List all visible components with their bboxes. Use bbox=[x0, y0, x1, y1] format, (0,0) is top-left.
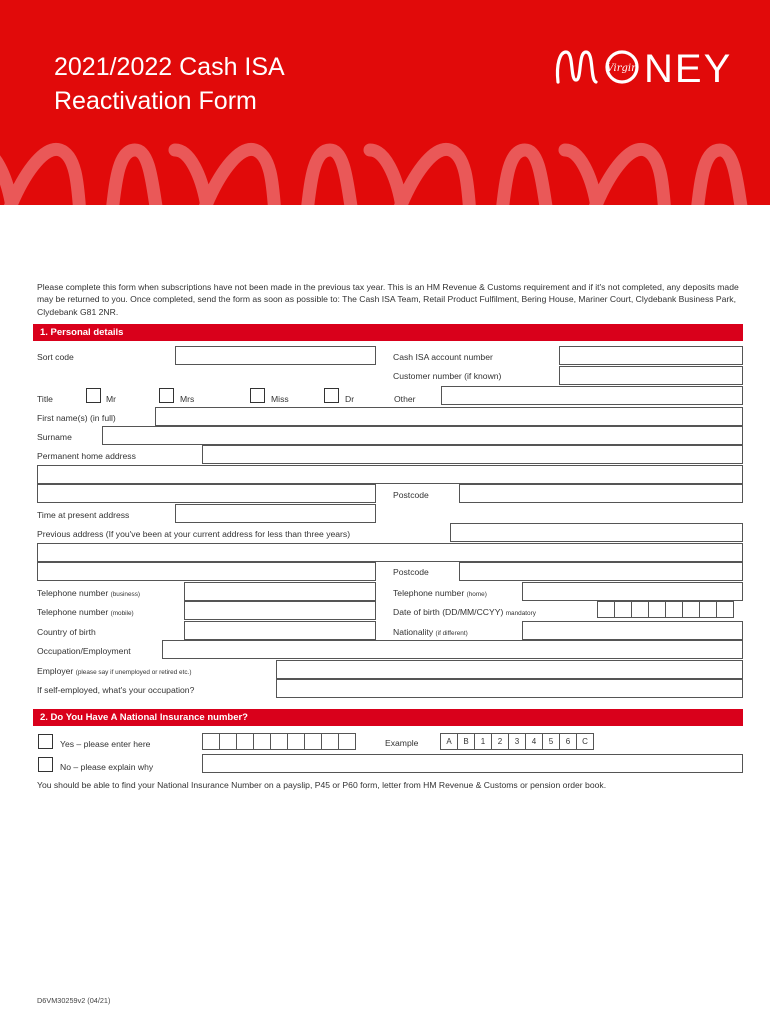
ni-example-char: 3 bbox=[508, 733, 526, 750]
title-line-1: 2021/2022 Cash ISA bbox=[54, 53, 285, 81]
ni-example-grid bbox=[440, 733, 593, 750]
telephone-business-input[interactable] bbox=[184, 582, 376, 601]
ni-example-char: 2 bbox=[491, 733, 509, 750]
time-at-address-label: Time at present address bbox=[37, 510, 130, 520]
logo-script-text: Virgin bbox=[606, 63, 638, 74]
ni-no-label: No – please explain why bbox=[60, 762, 154, 772]
previous-postcode-label: Postcode bbox=[393, 567, 429, 577]
telephone-mobile-input[interactable] bbox=[184, 601, 376, 620]
ni-example-label: Example bbox=[385, 738, 419, 748]
address-line-3-input[interactable] bbox=[37, 484, 376, 503]
ni-yes-checkbox[interactable] bbox=[38, 734, 53, 749]
customer-number-label: Customer number (if known) bbox=[393, 371, 502, 381]
address-line-2-input[interactable] bbox=[37, 465, 743, 484]
sort-code-input[interactable] bbox=[175, 346, 376, 365]
title-label: Title bbox=[37, 394, 53, 404]
banner-pattern-icon bbox=[0, 0, 770, 270]
telephone-home-input[interactable] bbox=[522, 582, 743, 601]
nationality-input[interactable] bbox=[522, 621, 743, 640]
previous-address-line-3-input[interactable] bbox=[37, 562, 376, 581]
title-miss-checkbox[interactable] bbox=[250, 388, 265, 403]
previous-postcode-input[interactable] bbox=[459, 562, 743, 581]
ni-no-reason-input[interactable] bbox=[202, 754, 743, 773]
first-names-label: First name(s) (in full) bbox=[37, 413, 116, 423]
nationality-label: Nationality (if different) bbox=[393, 627, 468, 637]
customer-number-input[interactable] bbox=[559, 366, 743, 385]
ni-note: You should be able to find your National Insurance Number on a payslip, P45 or P60 form, letter from HM Revenue & Customs or pension order book. bbox=[37, 780, 607, 790]
ni-number-input[interactable] bbox=[202, 733, 355, 750]
title-miss-label: Miss bbox=[271, 394, 289, 404]
date-of-birth-input[interactable] bbox=[597, 601, 733, 618]
previous-address-label: Previous address (If you've been at your current address for less than three years) bbox=[37, 529, 351, 539]
ni-no-checkbox[interactable] bbox=[38, 757, 53, 772]
cash-isa-account-number-input[interactable] bbox=[559, 346, 743, 365]
form-code: D6VM30259v2 (04/21) bbox=[37, 996, 111, 1005]
telephone-business-label: Telephone number (business) bbox=[37, 588, 141, 598]
employer-label: Employer (please say if unemployed or retired etc.) bbox=[37, 666, 192, 676]
self-employed-input[interactable] bbox=[276, 679, 743, 698]
virgin-money-logo bbox=[552, 44, 747, 90]
country-of-birth-label: Country of birth bbox=[37, 627, 96, 637]
title-other-input[interactable] bbox=[441, 386, 743, 405]
ni-example-char: C bbox=[576, 733, 594, 750]
title-mrs-label: Mrs bbox=[180, 394, 195, 404]
employer-input[interactable] bbox=[276, 660, 743, 679]
surname-label: Surname bbox=[37, 432, 72, 442]
section-1-heading: 1. Personal details bbox=[33, 324, 743, 341]
ni-example-char: 6 bbox=[559, 733, 577, 750]
ni-example-char: 4 bbox=[525, 733, 543, 750]
postcode-input[interactable] bbox=[459, 484, 743, 503]
occupation-input[interactable] bbox=[162, 640, 743, 659]
telephone-mobile-label: Telephone number (mobile) bbox=[37, 607, 134, 617]
logo-text: NEY bbox=[644, 47, 733, 90]
title-mrs-checkbox[interactable] bbox=[159, 388, 174, 403]
telephone-home-label: Telephone number (home) bbox=[393, 588, 487, 598]
title-line-2: Reactivation Form bbox=[54, 87, 257, 115]
section-2-heading: 2. Do You Have A National Insurance number? bbox=[33, 709, 743, 726]
title-mr-label: Mr bbox=[106, 394, 117, 404]
self-employed-label: If self-employed, what's your occupation? bbox=[37, 685, 195, 695]
occupation-label: Occupation/Employment bbox=[37, 646, 131, 656]
cash-isa-account-number-label: Cash ISA account number bbox=[393, 352, 493, 362]
intro-text: Please complete this form when subscriptions have not been made in the previous tax year. This is an HM Revenue & Customs requirement and if it's not completed, any deposits made may be returned to you. Once completed, send the form as soon as possible to: The Cash ISA Team, Retail Product Fulfilment, Bering House, Mariner Court, Clydebank Business Park, Clydebank G81 2NR. bbox=[37, 282, 739, 317]
title-other-label: Other bbox=[394, 394, 416, 404]
country-of-birth-input[interactable] bbox=[184, 621, 376, 640]
previous-address-line-2-input[interactable] bbox=[37, 543, 743, 562]
title-dr-label: Dr bbox=[345, 394, 355, 404]
title-mr-checkbox[interactable] bbox=[86, 388, 101, 403]
first-names-input[interactable] bbox=[155, 407, 743, 426]
form-title bbox=[54, 50, 285, 118]
title-dr-checkbox[interactable] bbox=[324, 388, 339, 403]
postcode-label: Postcode bbox=[393, 490, 429, 500]
address-line-1-input[interactable] bbox=[202, 445, 743, 464]
date-of-birth-label: Date of birth (DD/MM/CCYY) mandatory bbox=[393, 607, 536, 617]
ni-example-char: A bbox=[440, 733, 458, 750]
permanent-home-address-label: Permanent home address bbox=[37, 451, 136, 461]
ni-yes-label: Yes – please enter here bbox=[60, 739, 151, 749]
header-banner bbox=[0, 0, 770, 270]
previous-address-line-1-input[interactable] bbox=[450, 523, 743, 542]
ni-example-char: B bbox=[457, 733, 475, 750]
sort-code-label: Sort code bbox=[37, 352, 74, 362]
time-at-address-input[interactable] bbox=[175, 504, 376, 523]
surname-input[interactable] bbox=[102, 426, 743, 445]
ni-example-char: 5 bbox=[542, 733, 560, 750]
ni-example-char: 1 bbox=[474, 733, 492, 750]
